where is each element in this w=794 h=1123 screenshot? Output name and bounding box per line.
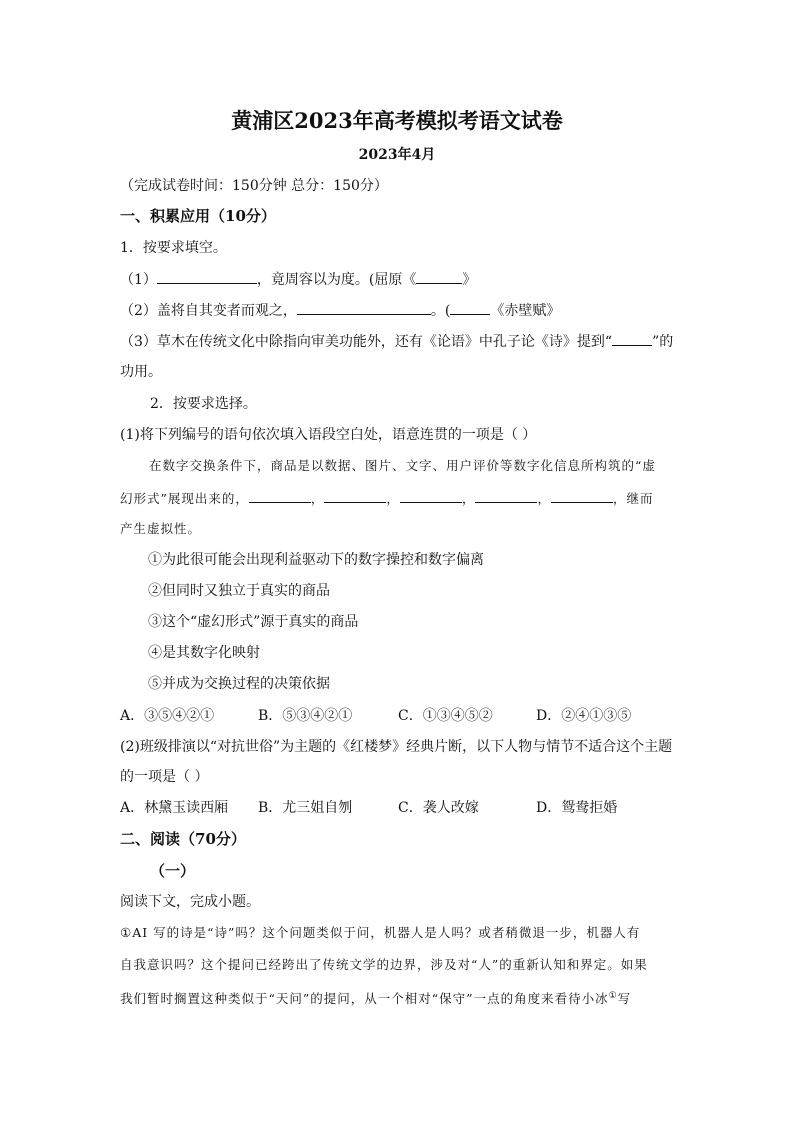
subsection-number: （一） xyxy=(150,862,196,880)
choice-b: B．⑤③④②① xyxy=(258,708,353,724)
separator: ， xyxy=(310,491,325,506)
choice-d: D．鸳鸯拒婚 xyxy=(536,800,618,816)
passage-line2 xyxy=(120,488,653,509)
q1-3-text: （3）草木在传统文化中除指向审美功能外，还有《论语》中孔子论《诗》提到“ xyxy=(120,334,613,350)
passage-text: 幻形式”展现出来的， xyxy=(120,491,249,506)
exam-date: 2023年4月 xyxy=(358,147,436,163)
article-line3 xyxy=(120,986,631,1009)
passage-blank-2 xyxy=(324,488,386,503)
separator: ， xyxy=(386,491,400,506)
choice-a: A．林黛玉读西厢 xyxy=(120,800,229,816)
passage-blank-3 xyxy=(400,488,462,503)
choice-d: D．②④①③⑤ xyxy=(536,708,632,724)
article-line1: ①AI 写的诗是“诗”吗？这个问题类似于问，机器人是人吗？或者稍微退一步，机器人有 xyxy=(120,925,641,940)
sentence-item: ⑤并成为交换过程的决策依据 xyxy=(148,676,330,692)
q1-3-end: ”的 xyxy=(652,334,674,350)
section2-heading: 二、阅读（70分） xyxy=(120,830,246,848)
question1-item3-cont: 功用。 xyxy=(120,364,162,380)
choice-a: A．③⑤④②① xyxy=(120,708,215,724)
q1-1-close: 》 xyxy=(462,272,477,288)
sentence-item: ②但同时又独立于真实的商品 xyxy=(148,583,330,599)
question2-1-prompt: (1)将下列编号的语句依次填入语段空白处，语意连贯的一项是（ ） xyxy=(120,427,537,443)
q1-2-author-blank xyxy=(450,300,490,315)
passage-line1: 在数字交换条件下，商品是以数据、图片、文字、用户评价等数字化信息所构筑的“虚 xyxy=(149,458,656,473)
question1-item3 xyxy=(120,331,673,352)
question1-item2 xyxy=(120,300,560,321)
exam-info: （完成试卷时间：150分钟 总分：150分） xyxy=(120,178,388,194)
question1-prompt: 1．按要求填空。 xyxy=(120,240,227,256)
passage-blank-4 xyxy=(475,488,537,503)
sentence-item: ③这个“虚幻形式”源于真实的商品 xyxy=(148,614,359,630)
question2-2-prompt-cont: 的一项是（ ） xyxy=(120,769,209,785)
passage-blank-5 xyxy=(551,488,613,503)
question2-prompt: 2．按要求选择。 xyxy=(150,396,257,412)
choice-c: C．①③④⑤② xyxy=(398,708,493,724)
sentence-item: ④是其数字化映射 xyxy=(148,645,260,661)
exam-title: 黄浦区2023年高考模拟考语文试卷 xyxy=(231,108,563,133)
article-line2: 自我意识吗？这个提问已经跨出了传统文学的边界，涉及对“人”的重新认知和界定。如果 xyxy=(120,957,648,972)
footnote-marker: ① xyxy=(608,991,618,1001)
question1-item1 xyxy=(120,269,476,290)
question2-2-prompt: (2)班级排演以“对抗世俗”为主题的《红楼梦》经典片断，以下人物与情节不适合这个主题 xyxy=(120,739,673,755)
q1-2-blank xyxy=(297,300,431,315)
q1-2-source: 《赤壁赋》 xyxy=(490,303,561,319)
choice-c: C．袭人改嫁 xyxy=(398,800,479,816)
article-line3-text: 我们暂时搁置这种类似于“天问”的提问，从一个相对“保守”一点的角度来看待小冰 xyxy=(120,991,609,1007)
article-line3-end: 写 xyxy=(617,991,632,1007)
q1-1-blank xyxy=(157,269,257,284)
section1-heading: 一、积累应用（10分） xyxy=(120,207,276,225)
sentence-item: ①为此很可能会出现利益驱动下的数字操控和数字偏离 xyxy=(148,552,484,568)
q1-1-source-blank xyxy=(416,269,462,284)
choice-b: B．尤三姐自刎 xyxy=(258,800,353,816)
q1-1-number: （1） xyxy=(120,272,157,288)
separator: ， xyxy=(537,491,551,506)
q1-1-text: ，竟周容以为度。(屈原《 xyxy=(256,272,417,288)
passage-end: ，继而 xyxy=(612,491,654,506)
q1-3-blank xyxy=(612,331,652,346)
q1-2-mid: 。( xyxy=(430,303,451,319)
reading-instruction: 阅读下文，完成小题。 xyxy=(120,894,260,910)
q1-2-text: （2）盖将自其变者而观之， xyxy=(120,303,297,319)
passage-blank-1 xyxy=(249,488,311,503)
passage-line3: 产生虚拟性。 xyxy=(120,521,202,536)
separator: ， xyxy=(461,491,476,506)
